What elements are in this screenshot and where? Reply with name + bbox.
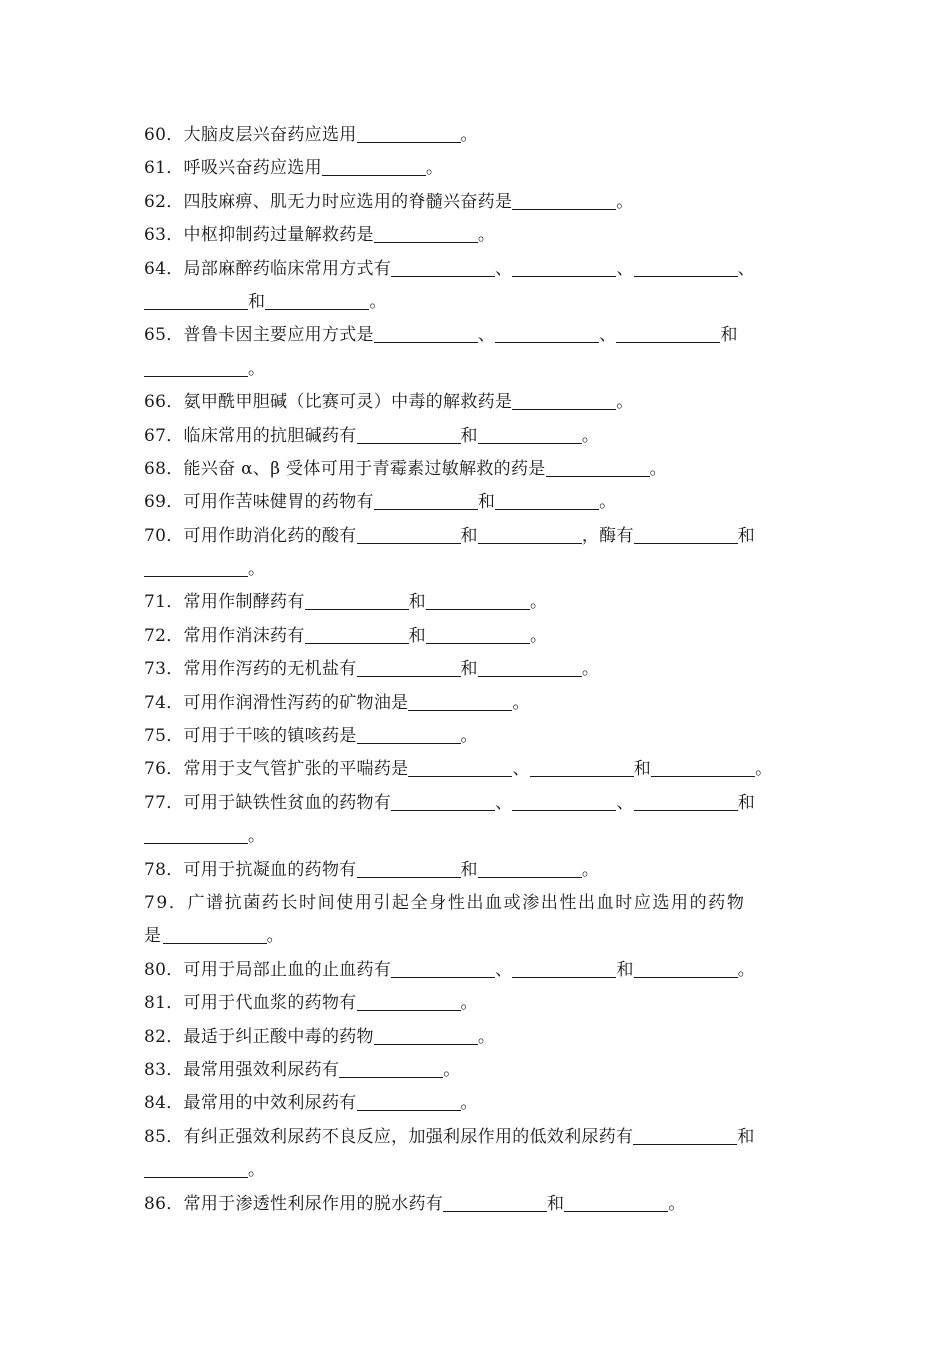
answer-blank[interactable] (144, 291, 248, 310)
question-text: 。 (248, 826, 266, 847)
answer-blank[interactable] (322, 157, 426, 176)
answer-blank[interactable] (634, 525, 738, 544)
question-text: 和 (633, 759, 652, 780)
answer-blank[interactable] (443, 1193, 547, 1212)
answer-blank[interactable] (357, 525, 461, 544)
question-number-dot: ． (166, 258, 184, 279)
answer-blank[interactable] (265, 291, 369, 310)
question-number-dot: ． (166, 425, 184, 446)
question-number: 75 (144, 726, 167, 747)
question-text: 。 (581, 659, 600, 680)
question-number-dot: ． (166, 993, 184, 1014)
question-text: 、 (512, 759, 530, 780)
answer-blank[interactable] (357, 725, 461, 744)
question-text: 四肢麻痹、肌无力时应选用的脊髓兴奋药是 (183, 191, 513, 212)
question-text: 、 (477, 325, 496, 346)
answer-blank[interactable] (633, 1126, 737, 1145)
answer-blank[interactable] (305, 625, 409, 644)
question-line (144, 453, 814, 486)
question-number-dot: ． (166, 492, 184, 513)
question-text: 、 (616, 258, 634, 279)
question-number-dot: ． (166, 225, 184, 246)
question-line (144, 887, 814, 920)
question-line (144, 219, 814, 252)
question-line (144, 553, 814, 586)
question-text: 呼吸兴奋药应选用 (183, 158, 322, 179)
question-number: 81 (144, 993, 167, 1014)
question-text: 、 (599, 325, 617, 346)
answer-blank[interactable] (374, 224, 478, 243)
question-text: 和 (408, 625, 426, 646)
answer-blank[interactable] (634, 258, 738, 277)
question-number: 79 (144, 892, 169, 913)
question-line (144, 854, 814, 887)
question-line (144, 420, 814, 453)
question-number: 62 (144, 191, 167, 212)
question-text: 。 (460, 1093, 478, 1114)
question-number: 76 (144, 759, 167, 780)
question-number-dot: ． (166, 625, 184, 646)
question-text: 可用于局部止血的止血药有 (183, 959, 392, 980)
question-line (144, 653, 814, 686)
question-text: 和 (616, 959, 634, 980)
answer-blank[interactable] (478, 425, 582, 444)
question-number: 60 (144, 125, 167, 145)
question-text: 可用作润滑性泻药的矿物油是 (183, 692, 409, 713)
question-text: 常用于渗透性利尿作用的脱水药有 (183, 1193, 444, 1214)
question-number-dot: ． (166, 525, 184, 546)
question-number-dot: ． (166, 726, 184, 747)
question-line (144, 620, 814, 653)
answer-blank[interactable] (616, 324, 720, 343)
question-text: 可用作苦味健胃的药物有 (183, 492, 374, 513)
question-text: 常用作消沫药有 (183, 625, 305, 646)
question-line (144, 1188, 814, 1221)
question-text: 广谱抗菌药长时间使用引起全身性出血或渗出性出血时应选用的药物 (187, 892, 746, 913)
question-text: 最常用强效利尿药有 (183, 1059, 340, 1080)
question-number: 63 (144, 225, 167, 246)
question-line (144, 920, 814, 953)
question-number-dot: ． (166, 792, 184, 813)
answer-blank[interactable] (391, 959, 495, 978)
question-text: 。 (460, 993, 478, 1014)
question-line (144, 1154, 814, 1187)
question-text: 。 (512, 692, 530, 713)
question-number-dot: ． (166, 592, 184, 613)
question-text: 、 (495, 959, 513, 980)
question-text: 。 (477, 225, 496, 246)
question-number-dot: ． (166, 1059, 184, 1080)
question-text: 和 (460, 859, 478, 880)
question-line (144, 586, 814, 619)
question-line (144, 119, 814, 152)
answer-blank[interactable] (144, 1159, 248, 1178)
question-number-dot: ． (166, 1126, 184, 1147)
question-text: 。 (460, 125, 478, 145)
question-text: 是 (144, 926, 163, 947)
answer-blank[interactable] (546, 458, 650, 477)
answer-blank[interactable] (357, 124, 461, 143)
question-text: 。 (616, 191, 634, 212)
question-text: 局部麻醉药临床常用方式有 (183, 258, 392, 279)
answer-blank[interactable] (374, 1026, 478, 1045)
answer-blank[interactable] (374, 324, 478, 343)
question-number: 64 (144, 258, 167, 279)
question-line (144, 319, 814, 352)
answer-blank[interactable] (530, 758, 634, 777)
question-number: 85 (144, 1126, 167, 1147)
question-number: 69 (144, 492, 167, 513)
answer-blank[interactable] (478, 658, 582, 677)
question-text: 。 (443, 1059, 461, 1080)
question-text: 。 (668, 1193, 686, 1214)
question-text: 可用于缺铁性贫血的药物有 (183, 792, 392, 813)
question-number: 77 (144, 792, 167, 813)
question-line (144, 520, 814, 553)
question-number-dot: ． (166, 458, 184, 479)
question-line (144, 353, 814, 386)
question-line (144, 186, 814, 219)
question-number: 84 (144, 1093, 167, 1114)
answer-blank[interactable] (564, 1193, 668, 1212)
answer-blank[interactable] (144, 358, 248, 377)
answer-blank[interactable] (512, 391, 616, 410)
question-line (144, 1087, 814, 1120)
question-text: 。 (460, 726, 478, 747)
question-text: 。 (581, 425, 600, 446)
question-text: 、 (616, 792, 634, 813)
question-text: 。 (755, 759, 773, 780)
question-text: 。 (616, 392, 634, 413)
answer-blank[interactable] (408, 758, 512, 777)
question-text: 可用于代血浆的药物有 (183, 993, 357, 1014)
question-number-dot: ． (166, 692, 184, 713)
question-text: 最适于纠正酸中毒的药物 (183, 1026, 374, 1047)
answer-blank[interactable] (339, 1059, 443, 1078)
answer-blank[interactable] (357, 658, 461, 677)
question-number-dot: ． (166, 191, 184, 212)
question-number-dot: ． (166, 392, 184, 413)
question-number: 80 (144, 959, 167, 980)
question-number: 83 (144, 1059, 167, 1080)
question-text: 。 (425, 158, 444, 179)
question-text: 、 (737, 258, 756, 279)
question-text: 、 (495, 792, 513, 813)
answer-blank[interactable] (651, 758, 755, 777)
question-text: 和 (460, 659, 478, 680)
answer-blank[interactable] (495, 491, 599, 510)
question-text: 。 (477, 1026, 496, 1047)
answer-blank[interactable] (512, 959, 616, 978)
question-number-dot: ． (166, 1193, 184, 1214)
question-text: 能兴奋 α、β 受体可用于青霉素过敏解救的药是 (183, 458, 546, 479)
question-text: 普鲁卡因主要应用方式是 (183, 325, 374, 346)
question-line (144, 687, 814, 720)
question-number: 82 (144, 1026, 167, 1047)
answer-blank[interactable] (374, 491, 478, 510)
answer-blank[interactable] (305, 591, 409, 610)
question-text: 有纠正强效利尿药不良反应，加强利尿作用的低效利尿药有 (183, 1126, 634, 1147)
question-text: 常用作泻药的无机盐有 (183, 659, 357, 680)
question-number-dot: ． (166, 959, 184, 980)
answer-blank[interactable] (408, 692, 512, 711)
answer-blank[interactable] (478, 859, 582, 878)
answer-blank[interactable] (634, 959, 738, 978)
question-text: 和 (477, 492, 496, 513)
question-text: 和 (737, 525, 756, 546)
question-line (144, 253, 814, 286)
question-text: 氨甲酰甲胆碱（比赛可灵）中毒的解救药是 (183, 392, 513, 413)
question-number-dot: ． (166, 659, 184, 680)
answer-blank[interactable] (144, 558, 248, 577)
question-text: 。 (266, 926, 286, 947)
answer-blank[interactable] (426, 591, 530, 610)
question-number-dot: ． (166, 1026, 184, 1047)
question-text: 。 (369, 291, 387, 312)
answer-blank[interactable] (512, 792, 616, 811)
question-text: 最常用的中效利尿药有 (183, 1093, 357, 1114)
answer-blank[interactable] (357, 425, 461, 444)
question-text: 。 (529, 625, 548, 646)
question-text: 常用于支气管扩张的平喘药是 (183, 759, 409, 780)
question-line (144, 753, 814, 786)
question-text: 可用于抗凝血的药物有 (183, 859, 357, 880)
question-number-dot: ． (166, 759, 184, 780)
question-list (144, 119, 814, 1221)
question-text: 大脑皮层兴奋药应选用 (183, 125, 357, 145)
question-text: 和 (720, 325, 738, 346)
question-text: 和 (737, 1126, 755, 1147)
answer-blank[interactable] (512, 258, 616, 277)
question-text: 、 (495, 258, 513, 279)
question-number: 61 (144, 158, 167, 179)
question-text: 。 (529, 592, 548, 613)
question-text: 和 (248, 291, 266, 312)
question-number: 71 (144, 592, 167, 613)
question-line (144, 1054, 814, 1087)
question-line (144, 152, 814, 185)
question-line (144, 1021, 814, 1054)
answer-blank[interactable] (163, 925, 267, 944)
question-number: 72 (144, 625, 167, 646)
answer-blank[interactable] (478, 525, 582, 544)
question-text: 和 (408, 592, 426, 613)
question-number-dot: ． (168, 892, 188, 913)
question-number-dot: ． (166, 859, 184, 880)
question-line (144, 787, 814, 820)
question-text: 。 (599, 492, 617, 513)
question-text: 。 (737, 959, 756, 980)
question-line (144, 987, 814, 1020)
question-line (144, 720, 814, 753)
question-text: 。 (248, 559, 266, 580)
question-line (144, 386, 814, 419)
answer-blank[interactable] (357, 1092, 461, 1111)
question-text: 可用作助消化药的酸有 (183, 525, 357, 546)
question-text: 可用于干咳的镇咳药是 (183, 726, 357, 747)
question-line (144, 954, 814, 987)
answer-blank[interactable] (357, 859, 461, 878)
question-number-dot: ． (166, 158, 184, 179)
question-text: 。 (649, 458, 667, 479)
question-number: 78 (144, 859, 167, 880)
question-number-dot: ． (166, 1093, 184, 1114)
answer-blank[interactable] (426, 625, 530, 644)
question-text: 和 (737, 792, 756, 813)
question-number: 66 (144, 392, 167, 413)
question-number: 73 (144, 659, 167, 680)
answer-blank[interactable] (634, 792, 738, 811)
question-line (144, 820, 814, 853)
question-text: 临床常用的抗胆碱药有 (183, 425, 357, 446)
question-line (144, 1121, 814, 1154)
question-text: 和 (547, 1193, 565, 1214)
question-text: 和 (460, 425, 478, 446)
question-number: 65 (144, 325, 167, 346)
question-number-dot: ． (166, 125, 184, 145)
answer-blank[interactable] (391, 792, 495, 811)
question-text: 中枢抑制药过量解救药是 (183, 225, 374, 246)
question-line (144, 486, 814, 519)
question-text: 常用作制酵药有 (183, 592, 305, 613)
question-number: 86 (144, 1193, 167, 1214)
question-text: 和 (460, 525, 478, 546)
answer-blank[interactable] (357, 992, 461, 1011)
answer-blank[interactable] (512, 191, 616, 210)
answer-blank[interactable] (144, 825, 248, 844)
question-number: 68 (144, 458, 167, 479)
question-text: 。 (581, 859, 600, 880)
question-number: 67 (144, 425, 167, 446)
answer-blank[interactable] (495, 324, 599, 343)
question-text: 。 (248, 358, 266, 379)
question-number-dot: ． (166, 325, 184, 346)
answer-blank[interactable] (391, 258, 495, 277)
question-line (144, 286, 814, 319)
question-text: 。 (248, 1160, 266, 1181)
question-text: ，酶有 (581, 525, 634, 546)
question-number: 70 (144, 525, 167, 546)
question-number: 74 (144, 692, 167, 713)
